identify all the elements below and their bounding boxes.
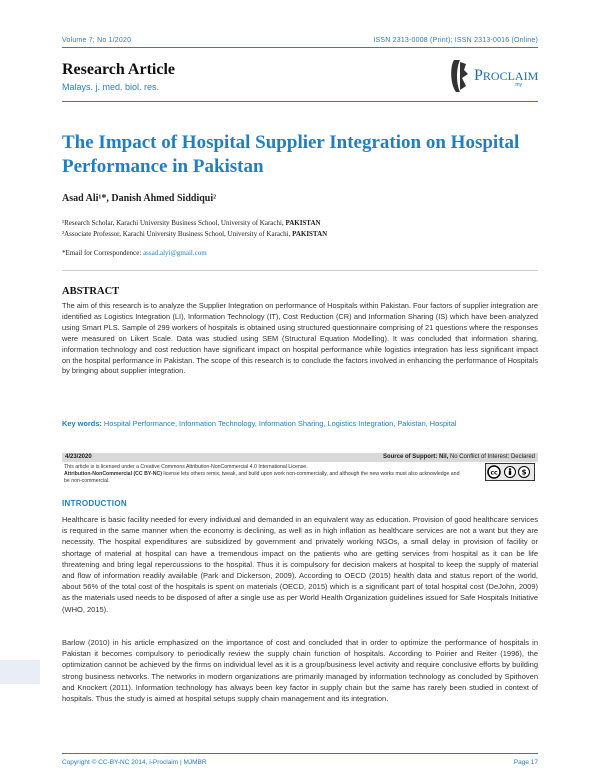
correspondence-email: *Email for Correspondence: assad.alyi@gmail.com: [62, 249, 207, 257]
title-top-rule: [62, 101, 538, 102]
abstract-rule: [62, 270, 538, 271]
logo-suffix: .my: [514, 82, 523, 88]
svg-text:cc: cc: [490, 469, 498, 477]
issn-info: ISSN 2313-0008 (Print); ISSN 2313-0016 (Online): [373, 37, 538, 44]
abstract-heading: ABSTRACT: [62, 286, 120, 297]
affiliations: ¹Research Scholar, Karachi University Business School, University of Karachi, PAKISTAN ²Associate Professor, Karachi University Business School, University of Karachi, PAKISTAN: [62, 219, 328, 238]
support-conflict: Source of Support: Nil, No Conflict of Interest: Declared: [382, 454, 535, 460]
scrollbar-thumb[interactable]: [0, 660, 40, 684]
intro-paragraph-1: Healthcare is basic facility needed for every individual and demanded in an equivalent way as education. Provision of good healthcare services is required in the same manner when the economy is declining, as well as in high inflation as healthcare services are not a want but they are necessity. The hospital expenditures are subsidized by government and privately working NGOs, a small delay in provision of facility or shortage of material at hospital can have a tremendous impact on the patients who are getting services from hospital as it can be life threatening and bring legal repercussions to the hospital. Thus it is compulsory for decision makers at hospital to keep the supply of material and flow of information readily available (Park and Dickerson, 2009). According to OECD (2015) health data and status report of the world, about 56% of the total cost of the hospitals is spent on materials (OECD, 2015) which is a significant part of total hospital cost (DeJohn, 2009) as the materials used needs to be disposed of after a single use as per World Health Organization guidelines issued for Safe Hospitals Initiative (WHO, 2015).: [62, 515, 538, 614]
email-link[interactable]: assad.alyi@gmail.com: [143, 249, 207, 257]
logo-text: PROCLAIM: [474, 67, 539, 84]
svg-text:$: $: [521, 468, 527, 477]
article-type: Research Article: [62, 61, 175, 78]
keywords: Key words: Hospital Performance, Information Technology, Information Sharing, Logistics Integration, Pakistan, Hospital: [62, 419, 457, 428]
authors: Asad Ali¹*, Danish Ahmed Siddiqui²: [62, 193, 217, 204]
article-date: 4/23/2020: [65, 454, 92, 460]
journal-abbrev: Malays. j. med. biol. res.: [62, 82, 160, 92]
intro-heading: INTRODUCTION: [62, 499, 127, 508]
cc-license-badge: [485, 463, 535, 481]
volume-info: Volume 7; No 1/2020: [62, 37, 132, 44]
license-text: This article is is licensed under a Creative Commons Attribution-NonCommercial 4.0 International License. Attribution-NonCommercial (CC BY-NC) license lets others remix, tweak, and build upon work non-commercially, and although the new works must also acknowledge and be non-commercial.: [64, 464, 460, 484]
footer-copyright: Copyright © CC-BY-NC 2014, i-Proclaim | MJMBR: [62, 759, 207, 766]
footer-rule: [62, 753, 538, 754]
intro-paragraph-2: Barlow (2010) in his article emphasized on the importance of cost and concluded that in order to optimize the performance of hospitals in Pakistan it becomes compulsory to periodically review the supply chain function of hospitals. According to Poirier and Reiter (1996), the optimization cannot be achieved by the firms on individual level as it is a group/business level activity and require conclusive efforts by building strong business networks. The networks in modern organizations are primarily managed by information technology as concluded by Spithoven and Knockert (2011). Information technology has always been key factor in supply chain but the same has rarely been studied in context of hospitals. Thus the study is aimed at hospital setups supply chain management and its integration.: [62, 638, 538, 704]
abstract-text: The aim of this research is to analyze the Supplier Integration on performance of Hospitals within Pakistan. Four factors of supplier integration are identified as Logistics Integration (LI), Information Technology (IT), Cost Reduction (CR) and Information Sharing (IS) which have been analyzed using Smart PLS. Sample of 299 workers of hospitals is obtained using structured questionnaire comprising of 21 questions where the responses were measured on Likert Scale. Data was studied using SEM (Structural Equation Modelling). It was concluded that information sharing, information technology and cost reduction have significant impact on hospital performance while logistics integration has less significant impact on the hospital performance in Pakistan. The scope of this research is to conclude the factors involved in enhancing the performance of Hospitals by bringing about supplier integration.: [62, 301, 538, 376]
header-rule: [62, 47, 538, 48]
info-bar: [62, 453, 538, 462]
paper-title: The Impact of Hospital Supplier Integration on Hospital Performance in Pakistan: [62, 132, 520, 177]
footer-page-number: Page 17: [513, 759, 538, 766]
